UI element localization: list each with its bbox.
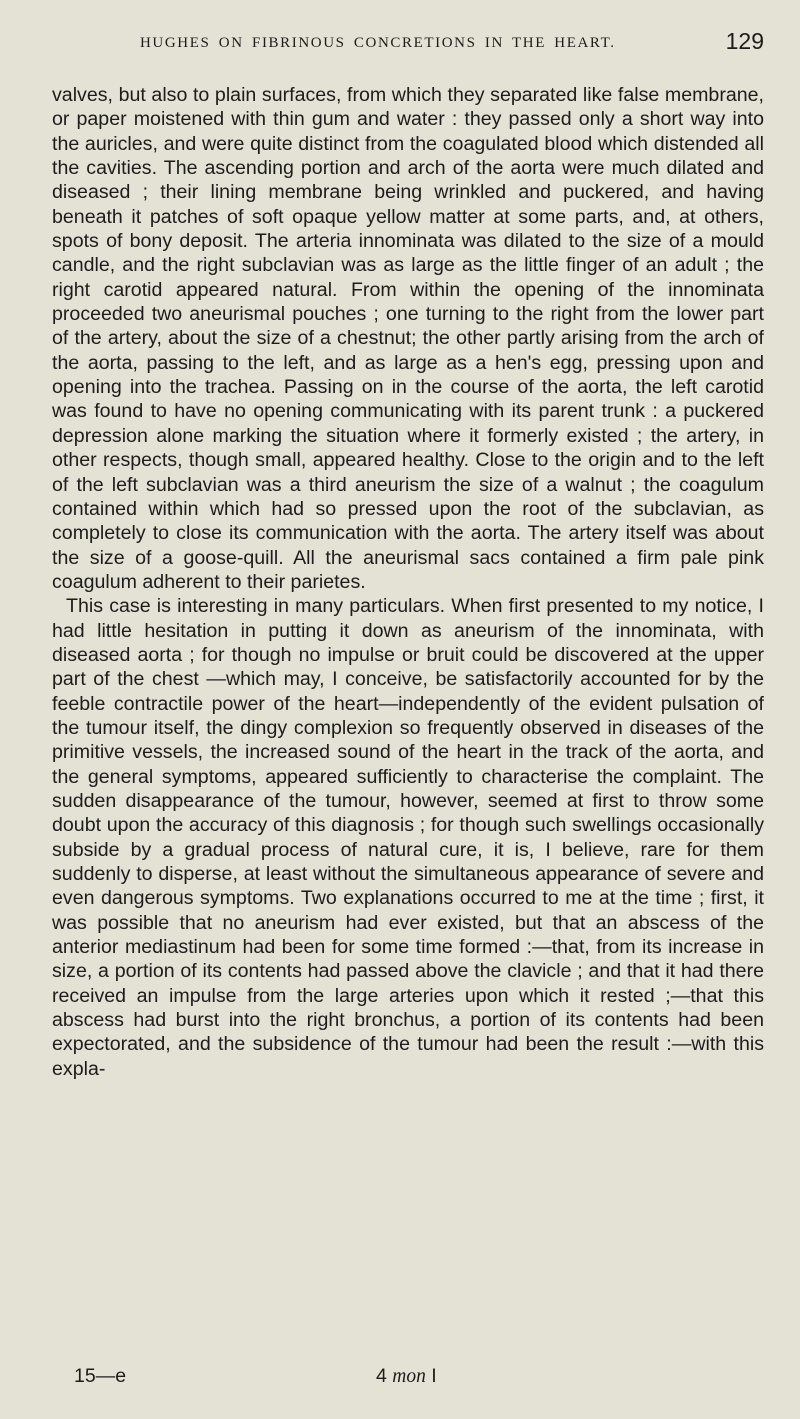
catchword: [376, 1363, 437, 1390]
running-head: [52, 28, 764, 72]
catchword-suffix: I: [431, 1365, 437, 1387]
page-number: 129: [725, 28, 764, 54]
paragraph: valves, but also to plain surfaces, from which they separated like false membrane, or paper moistened with thin gum and water : they passed only a short way into the auricles, and were quite distinct from the coagulated blood which distended all the cavities. The ascending portion and arch of the aorta were much dilated and diseased ; their lining membrane being wrinkled and puckered, and having beneath it patches of soft opaque yellow matter at some parts, and, at others, spots of bony deposit. The arteria innominata was dilated to the size of a mould candle, and the right subclavian was as large as the little finger of an adult ; the right carotid appeared natural. From within the opening of the innominata proceeded two aneurismal pouches ; one turning to the right from the lower part of the artery, about the size of a chestnut; the other partly arising from the arch of the aorta, passing to the left, and as large as a hen's egg, pressing upon and opening into the trachea. Passing on in the course of the aorta, the left carotid was found to have no opening communicating with its parent trunk : a puckered depression alone marking the situation where it formerly existed ; the artery, in other respects, though small, appeared healthy. Close to the origin and to the left of the left subclavian was a third aneurism the size of a walnut ; the coagulum contained within which had so pressed upon the root of the subclavian, as completely to close its communication with the aorta. The artery itself was about the size of a goose-quill. All the aneurismal sacs contained a firm pale pink coagulum adherent to their parietes.: [52, 84, 764, 593]
catchword-italic: mon: [392, 1366, 426, 1387]
body-text: [52, 83, 764, 1081]
signature-line: [74, 1363, 474, 1389]
running-title: HUGHES ON FIBRINOUS CONCRETIONS IN THE HEART.: [140, 35, 616, 51]
signature-mark: 15—e: [74, 1365, 127, 1387]
catchword-number: 4: [376, 1365, 387, 1387]
paragraph: This case is interesting in many particulars. When first presented to my notice, I had little hesitation in putting it down as aneurism of the innominata, with diseased aorta ; for though no impulse or bruit could be discovered at the upper part of the chest —which may, I conceive, be satisfactorily accounted for by the feeble contractile power of the heart—independently of the evident pulsation of the tumour itself, the dingy complexion so frequently observed in diseases of the primitive vessels, the increased sound of the heart in the track of the aorta, and the general symptoms, appeared sufficiently to characterise the complaint. The sudden disappearance of the tumour, however, seemed at first to throw some doubt upon the accuracy of this diagnosis ; for though such swellings occasionally subside by a gradual process of natural cure, it is, I believe, rare for them suddenly to disperse, at least without the simultaneous appearance of severe and even dangerous symptoms. Two explanations occurred to me at the time ; first, it was possible that no aneurism had ever existed, but that an abscess of the anterior mediastinum had been for some time formed :—that, from its increase in size, a portion of its contents had passed above the clavicle ; and that it had there received an impulse from the large arteries upon which it rested ;—that this abscess had burst into the right bronchus, a portion of its contents had been expectorated, and the subsidence of the tumour had been the result :—with this expla-: [52, 595, 764, 1080]
